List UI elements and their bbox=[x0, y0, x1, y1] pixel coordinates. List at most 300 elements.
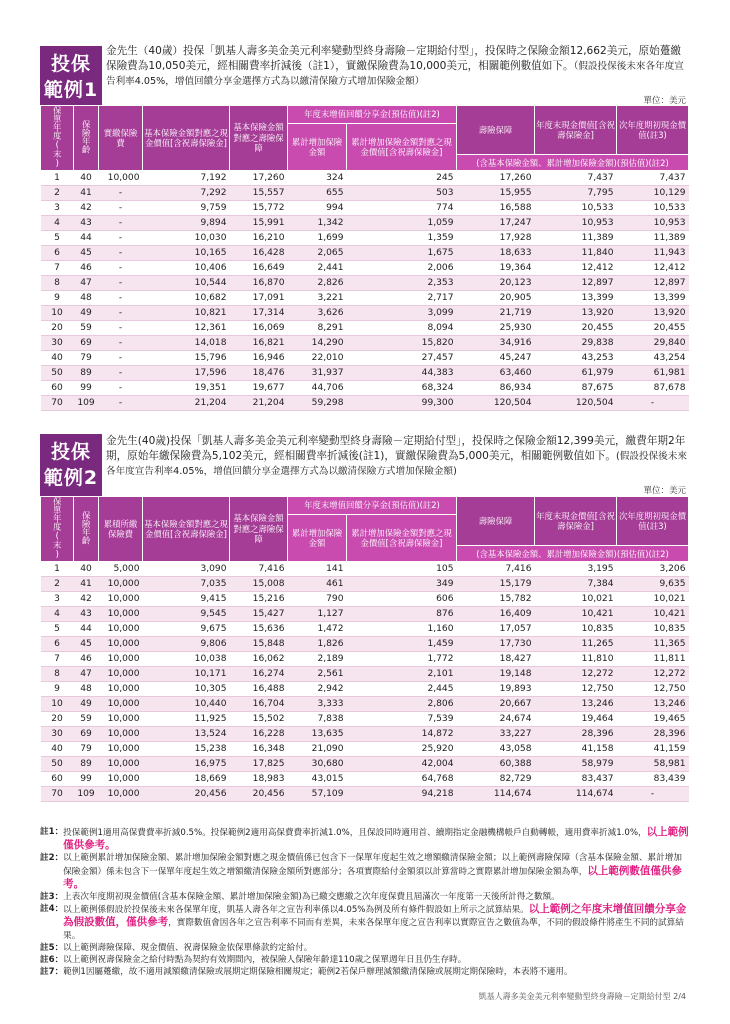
table-cell: 17,260 bbox=[457, 171, 535, 186]
table-cell: 45 bbox=[74, 637, 99, 652]
example1-table-body bbox=[41, 171, 689, 411]
table-row bbox=[41, 637, 689, 652]
table-cell: 774 bbox=[347, 201, 457, 216]
table-cell: 15,820 bbox=[347, 336, 457, 351]
table-cell: 3,195 bbox=[535, 562, 617, 577]
note-text bbox=[63, 903, 690, 942]
table-cell: 43,254 bbox=[617, 351, 689, 366]
table-cell: 9 bbox=[41, 682, 74, 697]
table-cell: - bbox=[99, 261, 143, 276]
table-row bbox=[41, 787, 689, 802]
table-cell: 15,008 bbox=[230, 577, 288, 592]
table-cell: 6 bbox=[41, 246, 74, 261]
note-key: 註1： bbox=[40, 827, 64, 837]
note-key: 註4： bbox=[40, 904, 64, 915]
table-cell: - bbox=[99, 186, 143, 201]
table-cell: 10,406 bbox=[143, 261, 230, 276]
note-text bbox=[63, 852, 690, 891]
table-cell: 79 bbox=[74, 351, 99, 366]
table-cell: 59,298 bbox=[288, 396, 347, 411]
table-cell: 79 bbox=[74, 742, 99, 757]
table-cell: 16,488 bbox=[230, 682, 288, 697]
table-cell: 18,633 bbox=[457, 246, 535, 261]
table-cell: 69 bbox=[74, 727, 99, 742]
table-cell: 10,533 bbox=[535, 201, 617, 216]
table-cell: 10,030 bbox=[143, 231, 230, 246]
header-bonus-group: 年度末增值回饋分享金(預估值)(註2) bbox=[288, 106, 457, 124]
table-cell: 3,206 bbox=[617, 562, 689, 577]
table-cell: 2,441 bbox=[288, 261, 347, 276]
table-cell: 17,314 bbox=[230, 306, 288, 321]
header-cum-add: 累計增加保險金額 bbox=[288, 515, 347, 562]
table-cell: - bbox=[99, 351, 143, 366]
table-cell: 15,991 bbox=[230, 216, 288, 231]
table-cell: 12,272 bbox=[617, 667, 689, 682]
table-cell: 41,159 bbox=[617, 742, 689, 757]
table-cell: 15,179 bbox=[457, 577, 535, 592]
table-cell: 10,000 bbox=[99, 577, 143, 592]
example2-intro-text: 金先生(40歲)投保「凱基人壽多美金美元利率變動型終身壽險－定期給付型」，投保時之保險金額12,399美元，繳費年期2年期，原始年繳保險費為5,102美元，經相關費率折減後(註1)，實繳保險費為5,000美元，相關範例數值如下。 bbox=[106, 435, 686, 462]
table-cell: 1,342 bbox=[288, 216, 347, 231]
table-cell: 15,848 bbox=[230, 637, 288, 652]
table-cell: 87,675 bbox=[535, 381, 617, 396]
table-row bbox=[41, 667, 689, 682]
table-cell: 40 bbox=[41, 351, 74, 366]
table-cell: 10,000 bbox=[99, 757, 143, 772]
table-cell: - bbox=[99, 366, 143, 381]
table-cell: 655 bbox=[288, 186, 347, 201]
table-cell: 2,806 bbox=[347, 697, 457, 712]
table-cell: 7,437 bbox=[617, 171, 689, 186]
table-cell: 44,383 bbox=[347, 366, 457, 381]
table-cell: 10,000 bbox=[99, 742, 143, 757]
table-cell: 1,699 bbox=[288, 231, 347, 246]
table-cell: 10,165 bbox=[143, 246, 230, 261]
table-cell: 10,000 bbox=[99, 622, 143, 637]
table-row bbox=[41, 742, 689, 757]
table-cell: 120,504 bbox=[457, 396, 535, 411]
table-cell: 1,160 bbox=[347, 622, 457, 637]
header-next-cv: 次年度期初現金價值(註3) bbox=[617, 106, 689, 155]
table-cell: 16,975 bbox=[143, 757, 230, 772]
table-cell: 461 bbox=[288, 577, 347, 592]
table-cell: 43,253 bbox=[535, 351, 617, 366]
table-cell: 10,000 bbox=[99, 607, 143, 622]
example1-table bbox=[40, 105, 689, 411]
table-cell: 10,440 bbox=[143, 697, 230, 712]
table-cell: 24,674 bbox=[457, 712, 535, 727]
table-cell: 5 bbox=[41, 231, 74, 246]
note-text bbox=[63, 942, 690, 954]
table-cell: 17,825 bbox=[230, 757, 288, 772]
table-cell: 47 bbox=[74, 667, 99, 682]
table-cell: 2 bbox=[41, 186, 74, 201]
header-death-benefit: 壽險保障 bbox=[457, 106, 535, 155]
example1-intro-text: 金先生（40歲）投保「凱基人壽多美金美元利率變動型終身壽險－定期給付型」，投保時之保險金額12,662美元，原始躉繳保險費為10,050美元，經相關費率折減後（註1），實繳保險費為10,000美元，相關範例數值如下。 bbox=[106, 45, 681, 72]
example2-badge bbox=[40, 434, 102, 496]
table-cell: 13,399 bbox=[617, 291, 689, 306]
table-cell: 17,730 bbox=[457, 637, 535, 652]
table-cell: 1,675 bbox=[347, 246, 457, 261]
header-year: 保單年度(末) bbox=[41, 106, 74, 171]
table-cell: 44 bbox=[74, 231, 99, 246]
table-cell: 10,305 bbox=[143, 682, 230, 697]
table-cell: 1,359 bbox=[347, 231, 457, 246]
table-cell: 21,090 bbox=[288, 742, 347, 757]
table-cell: 29,838 bbox=[535, 336, 617, 351]
note-body: 上表次年度期初現金價值(含基本保險金額、累計增加保險金額)為已繳交應繳之次年度保費且屆滿次一年度第一天後所計得之數額。 bbox=[63, 892, 560, 903]
table-cell: 10,821 bbox=[143, 306, 230, 321]
table-cell: 6 bbox=[41, 637, 74, 652]
table-cell: - bbox=[617, 396, 689, 411]
table-cell: 20,455 bbox=[617, 321, 689, 336]
table-row bbox=[41, 351, 689, 366]
table-cell: 15,782 bbox=[457, 592, 535, 607]
table-cell: - bbox=[99, 381, 143, 396]
table-cell: 13,920 bbox=[535, 306, 617, 321]
table-cell: 1,059 bbox=[347, 216, 457, 231]
table-cell: 1,772 bbox=[347, 652, 457, 667]
table-cell: 141 bbox=[288, 562, 347, 577]
example1-intro-note: （假設投保後未來各年度宣告利率4.05%，增值回饋分享金選擇方式為以繳清保險方式增加保險金額） bbox=[106, 61, 684, 87]
header-bonus-group: 年度末增值回饋分享金(預估值)(註2) bbox=[288, 497, 457, 515]
table-row bbox=[41, 381, 689, 396]
note-item bbox=[40, 903, 690, 942]
table-cell: 21,719 bbox=[457, 306, 535, 321]
table-cell: 16,870 bbox=[230, 276, 288, 291]
notes bbox=[40, 826, 690, 978]
table-cell: 109 bbox=[74, 396, 99, 411]
table-row bbox=[41, 712, 689, 727]
table-cell: 64,768 bbox=[347, 772, 457, 787]
header-basic-death: 基本保險金額對應之壽險保障 bbox=[230, 106, 288, 171]
table-cell: 9 bbox=[41, 291, 74, 306]
header-year-end-cv: 年度末現金價值[含祝壽保險金] bbox=[535, 497, 617, 546]
table-cell: - bbox=[99, 321, 143, 336]
table-cell: 8,291 bbox=[288, 321, 347, 336]
table-cell: 16,348 bbox=[230, 742, 288, 757]
table-cell: 10,000 bbox=[99, 652, 143, 667]
table-cell: 19,465 bbox=[617, 712, 689, 727]
table-cell: 86,934 bbox=[457, 381, 535, 396]
table-cell: 9,759 bbox=[143, 201, 230, 216]
table-cell: 245 bbox=[347, 171, 457, 186]
table-row bbox=[41, 171, 689, 186]
table-row bbox=[41, 592, 689, 607]
table-cell: 70 bbox=[41, 787, 74, 802]
table-cell: 59 bbox=[74, 712, 99, 727]
table-cell: 13,524 bbox=[143, 727, 230, 742]
table-cell: 33,227 bbox=[457, 727, 535, 742]
table-cell: 16,428 bbox=[230, 246, 288, 261]
table-cell: 4 bbox=[41, 607, 74, 622]
table-cell: 7,795 bbox=[535, 186, 617, 201]
table-cell: - bbox=[617, 787, 689, 802]
table-cell: 10,038 bbox=[143, 652, 230, 667]
note-text bbox=[63, 891, 690, 903]
table-cell: 10,953 bbox=[535, 216, 617, 231]
table-cell: 30 bbox=[41, 727, 74, 742]
table-cell: 10,129 bbox=[617, 186, 689, 201]
table-row bbox=[41, 291, 689, 306]
table-cell: 4 bbox=[41, 216, 74, 231]
table-cell: 18,669 bbox=[143, 772, 230, 787]
table-cell: 57,109 bbox=[288, 787, 347, 802]
table-cell: 2,189 bbox=[288, 652, 347, 667]
table-cell: 45 bbox=[74, 246, 99, 261]
table-cell: 40 bbox=[41, 742, 74, 757]
table-cell: 16,228 bbox=[230, 727, 288, 742]
table-row bbox=[41, 366, 689, 381]
table-row bbox=[41, 216, 689, 231]
table-cell: 10,682 bbox=[143, 291, 230, 306]
table-cell: 13,399 bbox=[535, 291, 617, 306]
table-cell: 2 bbox=[41, 577, 74, 592]
table-cell: 16,704 bbox=[230, 697, 288, 712]
table-cell: 28,396 bbox=[535, 727, 617, 742]
table-cell: 10,000 bbox=[99, 171, 143, 186]
table-cell: 7,192 bbox=[143, 171, 230, 186]
table-cell: 19,364 bbox=[457, 261, 535, 276]
table-row bbox=[41, 682, 689, 697]
note-key: 註7： bbox=[40, 967, 64, 978]
header-basic-cv: 基本保險金額對應之現金價值[含祝壽保險金] bbox=[143, 497, 230, 562]
table-cell: 20,123 bbox=[457, 276, 535, 291]
table-cell: 9,545 bbox=[143, 607, 230, 622]
header-cum-add-cv: 累計增加保險金額對應之現金價值[含祝壽保險金] bbox=[347, 515, 457, 562]
table-cell: 10,000 bbox=[99, 787, 143, 802]
table-cell: 11,365 bbox=[617, 637, 689, 652]
table-cell: 58,979 bbox=[535, 757, 617, 772]
table-cell: 10,021 bbox=[617, 592, 689, 607]
table-cell: 7,416 bbox=[230, 562, 288, 577]
table-cell: - bbox=[99, 216, 143, 231]
table-row bbox=[41, 562, 689, 577]
table-cell: 25,920 bbox=[347, 742, 457, 757]
table-cell: 15,955 bbox=[457, 186, 535, 201]
table-cell: 2,445 bbox=[347, 682, 457, 697]
table-cell: 10,835 bbox=[617, 622, 689, 637]
table-row bbox=[41, 697, 689, 712]
table-cell: 28,396 bbox=[617, 727, 689, 742]
table-cell: 8 bbox=[41, 667, 74, 682]
note-text bbox=[63, 954, 690, 966]
table-cell: 10,000 bbox=[99, 772, 143, 787]
table-cell: 15,216 bbox=[230, 592, 288, 607]
table-cell: 3,099 bbox=[347, 306, 457, 321]
table-row bbox=[41, 306, 689, 321]
table-cell: 3 bbox=[41, 201, 74, 216]
note-key: 註5： bbox=[40, 942, 64, 953]
table-cell: 60 bbox=[41, 772, 74, 787]
table-cell: 105 bbox=[347, 562, 457, 577]
header-premium: 實繳保險費 bbox=[99, 106, 143, 171]
table-cell: 5 bbox=[41, 622, 74, 637]
table-cell: 10,953 bbox=[617, 216, 689, 231]
table-cell: 10,421 bbox=[617, 607, 689, 622]
table-cell: 10,000 bbox=[99, 592, 143, 607]
table-cell: 606 bbox=[347, 592, 457, 607]
table-cell: 19,464 bbox=[535, 712, 617, 727]
table-cell: 10,533 bbox=[617, 201, 689, 216]
table-cell: 13,635 bbox=[288, 727, 347, 742]
note-item bbox=[40, 966, 690, 978]
note-text bbox=[63, 966, 690, 978]
table-cell: 20,456 bbox=[230, 787, 288, 802]
table-cell: 5,000 bbox=[99, 562, 143, 577]
table-cell: 3,626 bbox=[288, 306, 347, 321]
table-cell: 15,502 bbox=[230, 712, 288, 727]
example1-unit: 單位：美元 bbox=[643, 96, 686, 106]
table-row bbox=[41, 577, 689, 592]
table-cell: 10,000 bbox=[99, 727, 143, 742]
table-cell: 10,544 bbox=[143, 276, 230, 291]
table-cell: 15,796 bbox=[143, 351, 230, 366]
table-cell: 19,677 bbox=[230, 381, 288, 396]
table-row bbox=[41, 261, 689, 276]
table-cell: - bbox=[99, 231, 143, 246]
table-cell: 31,937 bbox=[288, 366, 347, 381]
note-highlight: 以上範例數值僅供參考。 bbox=[63, 864, 682, 890]
table-cell: 1 bbox=[41, 562, 74, 577]
table-cell: 10 bbox=[41, 306, 74, 321]
table-cell: 11,925 bbox=[143, 712, 230, 727]
header-year-end-cv: 年度末現金價值[含祝壽保險金] bbox=[535, 106, 617, 155]
table-cell: 50 bbox=[41, 757, 74, 772]
table-cell: 10,171 bbox=[143, 667, 230, 682]
table-cell: 15,636 bbox=[230, 622, 288, 637]
table-cell: 7,838 bbox=[288, 712, 347, 727]
table-cell: 16,274 bbox=[230, 667, 288, 682]
table-cell: 13,920 bbox=[617, 306, 689, 321]
table-cell: 11,943 bbox=[617, 246, 689, 261]
table-cell: 21,204 bbox=[230, 396, 288, 411]
table-cell: 2,353 bbox=[347, 276, 457, 291]
table-cell: 11,389 bbox=[617, 231, 689, 246]
table-cell: 10 bbox=[41, 697, 74, 712]
header-basic-death: 基本保險金額對應之壽險保障 bbox=[230, 497, 288, 562]
table-cell: 43,015 bbox=[288, 772, 347, 787]
table-cell: 16,821 bbox=[230, 336, 288, 351]
table-cell: - bbox=[99, 306, 143, 321]
table-cell: 13,246 bbox=[617, 697, 689, 712]
table-cell: 12,750 bbox=[535, 682, 617, 697]
table-row bbox=[41, 652, 689, 667]
table-cell: 10,021 bbox=[535, 592, 617, 607]
table-cell: 41 bbox=[74, 577, 99, 592]
example2-table-body bbox=[41, 562, 689, 802]
table-cell: 50 bbox=[41, 366, 74, 381]
table-cell: 87,678 bbox=[617, 381, 689, 396]
table-cell: 99 bbox=[74, 381, 99, 396]
table-cell: 49 bbox=[74, 697, 99, 712]
table-cell: 7,292 bbox=[143, 186, 230, 201]
example2-badge-line2: 範例2 bbox=[43, 467, 99, 489]
table-cell: 3,090 bbox=[143, 562, 230, 577]
table-cell: 15,772 bbox=[230, 201, 288, 216]
table-row bbox=[41, 622, 689, 637]
table-cell: 12,272 bbox=[535, 667, 617, 682]
table-cell: 83,437 bbox=[535, 772, 617, 787]
table-row bbox=[41, 246, 689, 261]
table-cell: 10,421 bbox=[535, 607, 617, 622]
table-row bbox=[41, 321, 689, 336]
table-cell: 2,101 bbox=[347, 667, 457, 682]
table-cell: 876 bbox=[347, 607, 457, 622]
table-cell: 99,300 bbox=[347, 396, 457, 411]
header-cum-add-cv: 累計增加保險金額對應之現金價值[含祝壽保險金] bbox=[347, 124, 457, 171]
table-cell: 27,457 bbox=[347, 351, 457, 366]
note-item bbox=[40, 942, 690, 954]
table-cell: 1,127 bbox=[288, 607, 347, 622]
table-cell: 69 bbox=[74, 336, 99, 351]
table-cell: 114,674 bbox=[457, 787, 535, 802]
table-cell: 20,456 bbox=[143, 787, 230, 802]
table-cell: 48 bbox=[74, 291, 99, 306]
table-cell: 94,218 bbox=[347, 787, 457, 802]
example1-intro bbox=[106, 44, 690, 89]
table-cell: 14,872 bbox=[347, 727, 457, 742]
table-cell: 40 bbox=[74, 562, 99, 577]
table-cell: 44 bbox=[74, 622, 99, 637]
table-cell: 19,893 bbox=[457, 682, 535, 697]
table-cell: - bbox=[99, 276, 143, 291]
table-cell: 16,649 bbox=[230, 261, 288, 276]
table-cell: 1,472 bbox=[288, 622, 347, 637]
table-cell: 41 bbox=[74, 186, 99, 201]
table-cell: 12,897 bbox=[535, 276, 617, 291]
table-cell: 46 bbox=[74, 261, 99, 276]
table-cell: 109 bbox=[74, 787, 99, 802]
table-cell: 17,091 bbox=[230, 291, 288, 306]
table-cell: 349 bbox=[347, 577, 457, 592]
table-cell: 68,324 bbox=[347, 381, 457, 396]
header-premium: 累積所繳保險費 bbox=[99, 497, 143, 562]
table-cell: 15,557 bbox=[230, 186, 288, 201]
table-cell: 790 bbox=[288, 592, 347, 607]
note-key: 註6： bbox=[40, 955, 64, 966]
table-cell: 42 bbox=[74, 201, 99, 216]
header-year: 保單年度(末) bbox=[41, 497, 74, 562]
table-cell: 43 bbox=[74, 216, 99, 231]
table-cell: 1,826 bbox=[288, 637, 347, 652]
table-cell: 9,675 bbox=[143, 622, 230, 637]
table-cell: 25,930 bbox=[457, 321, 535, 336]
table-cell: 82,729 bbox=[457, 772, 535, 787]
table-row bbox=[41, 186, 689, 201]
table-row bbox=[41, 757, 689, 772]
header-cum-add: 累計增加保險金額 bbox=[288, 124, 347, 171]
note-key: 註2： bbox=[40, 853, 64, 864]
table-row bbox=[41, 231, 689, 246]
table-cell: 61,979 bbox=[535, 366, 617, 381]
note-body: 以上範例係假設於投保後未來各保單年度，凱基人壽各年之宣告利率係以4.05%為例及所有條件假設如上所示之試算結果。 bbox=[63, 905, 529, 916]
header-next-cv: 次年度期初現金價值(註3) bbox=[617, 497, 689, 546]
note-key: 註3： bbox=[40, 892, 64, 903]
table-cell: 58,981 bbox=[617, 757, 689, 772]
table-cell: 70 bbox=[41, 396, 74, 411]
example2-unit: 單位：美元 bbox=[643, 486, 686, 496]
table-cell: 63,460 bbox=[457, 366, 535, 381]
table-cell: 8 bbox=[41, 276, 74, 291]
table-cell: 22,010 bbox=[288, 351, 347, 366]
note-item bbox=[40, 826, 690, 852]
table-cell: 3 bbox=[41, 592, 74, 607]
table-cell: 503 bbox=[347, 186, 457, 201]
header-death-benefit: 壽險保障 bbox=[457, 497, 535, 546]
table-cell: 9,806 bbox=[143, 637, 230, 652]
header-basic-cv: 基本保險金額對應之現金價值[含祝壽保險金] bbox=[143, 106, 230, 171]
